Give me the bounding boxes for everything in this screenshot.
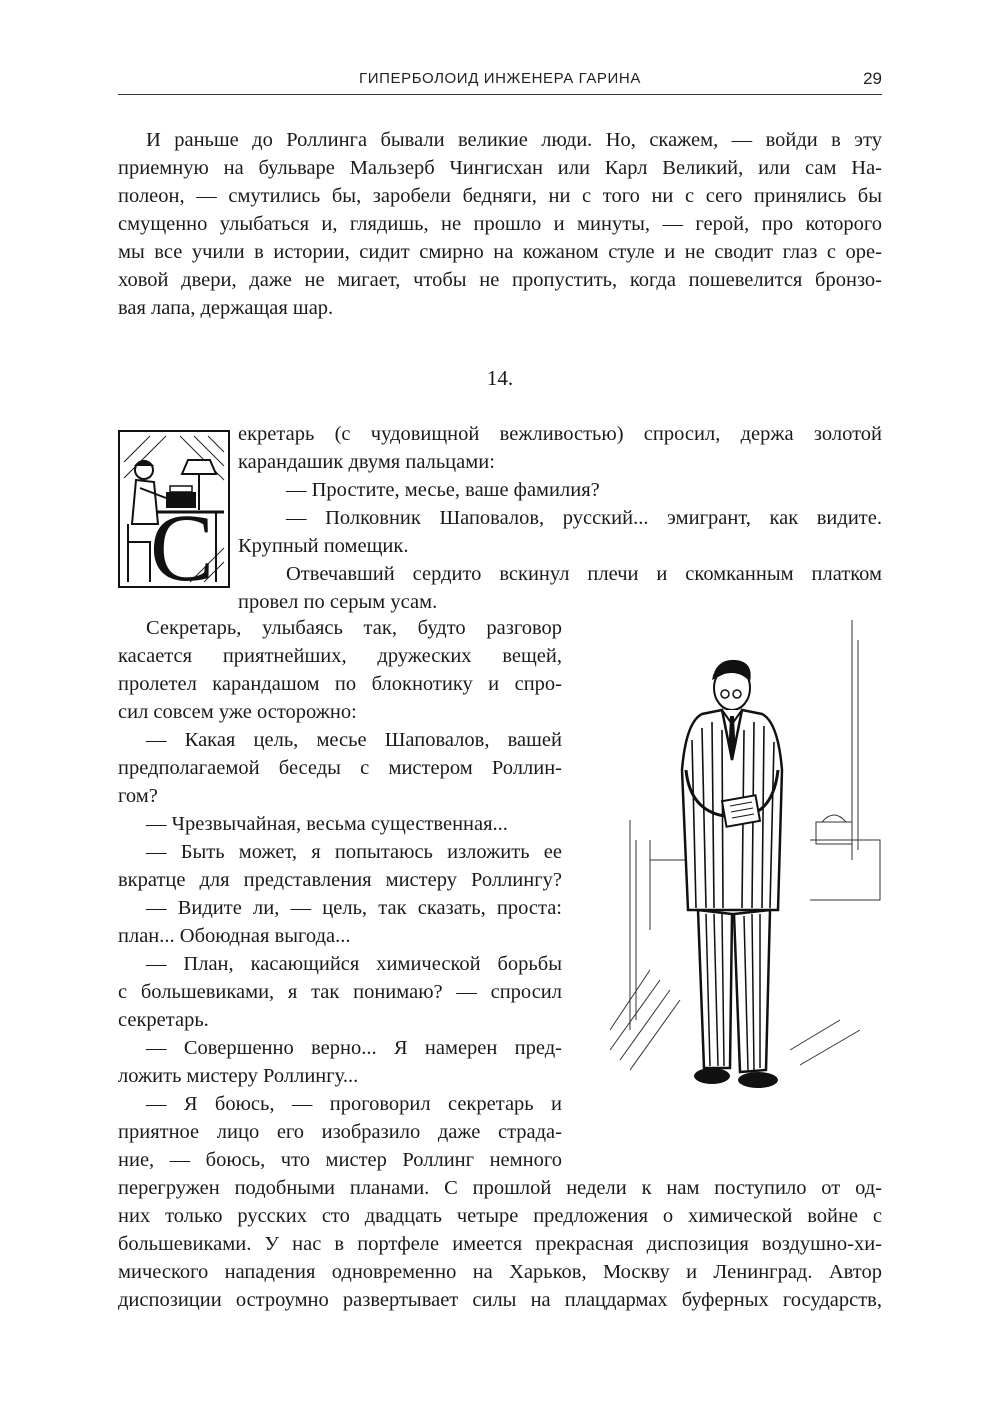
- text-line: Крупный помещик.: [238, 535, 409, 557]
- text-line: Отвечавший сердито вскинул плечи и скомканным платком: [286, 563, 882, 585]
- text-line: перегружен подобными планами. С прошлой недели к нам поступило от од-: [118, 1177, 882, 1199]
- text-line: с большевиками, я так понимаю? — спросил: [118, 981, 562, 1003]
- text-line: — План, касающийся химической борьбы: [146, 953, 562, 975]
- man-writing-in-notebook-illustration: [590, 610, 890, 1110]
- text-line: екретарь (с чудовищной вежливостью) спросил, держа золотой: [238, 423, 882, 445]
- text-line: секретарь.: [118, 1009, 209, 1031]
- text-line: карандашик двумя пальцами:: [238, 451, 495, 473]
- text-line: ховой двери, даже не мигает, чтобы не пропустить, когда пошевелится бронзо-: [118, 269, 882, 291]
- drop-cap-illustration-typewriter: [118, 430, 230, 588]
- text-line: — Видите ли, — цель, так сказать, проста:: [146, 897, 562, 919]
- text-line: — Быть может, я попытаюсь изложить ее: [146, 841, 562, 863]
- text-line: — Совершенно верно... Я намерен пред-: [146, 1037, 562, 1059]
- page-number: 29: [863, 69, 882, 88]
- text-line: — Простите, месье, ваше фамилия?: [286, 479, 600, 501]
- text-line: — Какая цель, месье Шаповалов, вашей: [146, 729, 562, 751]
- text-line: — Чрезвычайная, весьма существенная...: [146, 813, 508, 835]
- text-line: мического нападения одновременно на Харьков, Москву и Ленинград. Автор: [118, 1261, 882, 1283]
- text-line: предполагаемой беседы с мистером Роллин-: [118, 757, 562, 779]
- text-line: вая лапа, держащая шар.: [118, 297, 334, 319]
- text-line: провел по серым усам.: [238, 591, 438, 613]
- running-title: ГИПЕРБОЛОИД ИНЖЕНЕРА ГАРИНА: [359, 70, 641, 87]
- text-line: пролетел карандашом по блокнотику и спро-: [118, 673, 562, 695]
- text-line: ние, — боюсь, что мистер Роллинг немного: [118, 1149, 562, 1171]
- figure-art: [590, 610, 890, 1110]
- text-line: приятное лицо его изобразило даже страда-: [118, 1121, 562, 1143]
- drop-cap-letter: С: [150, 494, 215, 586]
- text-line: ложить мистеру Роллингу...: [118, 1065, 359, 1087]
- text-line: смущенно улыбаться и, глядишь, не прошло и минуты, — герой, про которого: [118, 213, 882, 235]
- text-line: вкратце для представления мистеру Роллингу?: [118, 869, 562, 891]
- running-head: [118, 58, 882, 95]
- text-line: касается приятнейших, дружеских вещей,: [118, 645, 562, 667]
- text-line: мы все учили в истории, сидит смирно на кожаном стуле и не сводит глаз с оре-: [118, 241, 882, 263]
- text-line: них только русских сто двадцать четыре предложения о химической войне с: [118, 1205, 882, 1227]
- text-line: план... Обоюдная выгода...: [118, 925, 351, 947]
- text-line: сил совсем уже осторожно:: [118, 701, 357, 723]
- text-line: И раньше до Роллинга бывали великие люди. Но, скажем, — войди в эту: [146, 129, 882, 151]
- chapter-number: 14.: [486, 366, 514, 390]
- text-line: гом?: [118, 785, 158, 807]
- text-line: большевиками. У нас в портфеле имеется прекрасная диспозиция воздушно-хи-: [118, 1233, 882, 1255]
- text-line: диспозиции остроумно развертывает силы на плацдармах буферных государств,: [118, 1289, 882, 1311]
- text-line: полеон, — смутились бы, заробели бедняги, ни с того ни с сего принялись бы: [118, 185, 882, 207]
- text-line: Секретарь, улыбаясь так, будто разговор: [146, 617, 562, 639]
- text-line: — Полковник Шаповалов, русский... эмигрант, как видите.: [286, 507, 882, 529]
- drop-cap-art: [120, 432, 228, 586]
- text-line: — Я боюсь, — проговорил секретарь и: [146, 1093, 562, 1115]
- text-line: приемную на бульваре Мальзерб Чингисхан или Карл Великий, или сам На-: [118, 157, 882, 179]
